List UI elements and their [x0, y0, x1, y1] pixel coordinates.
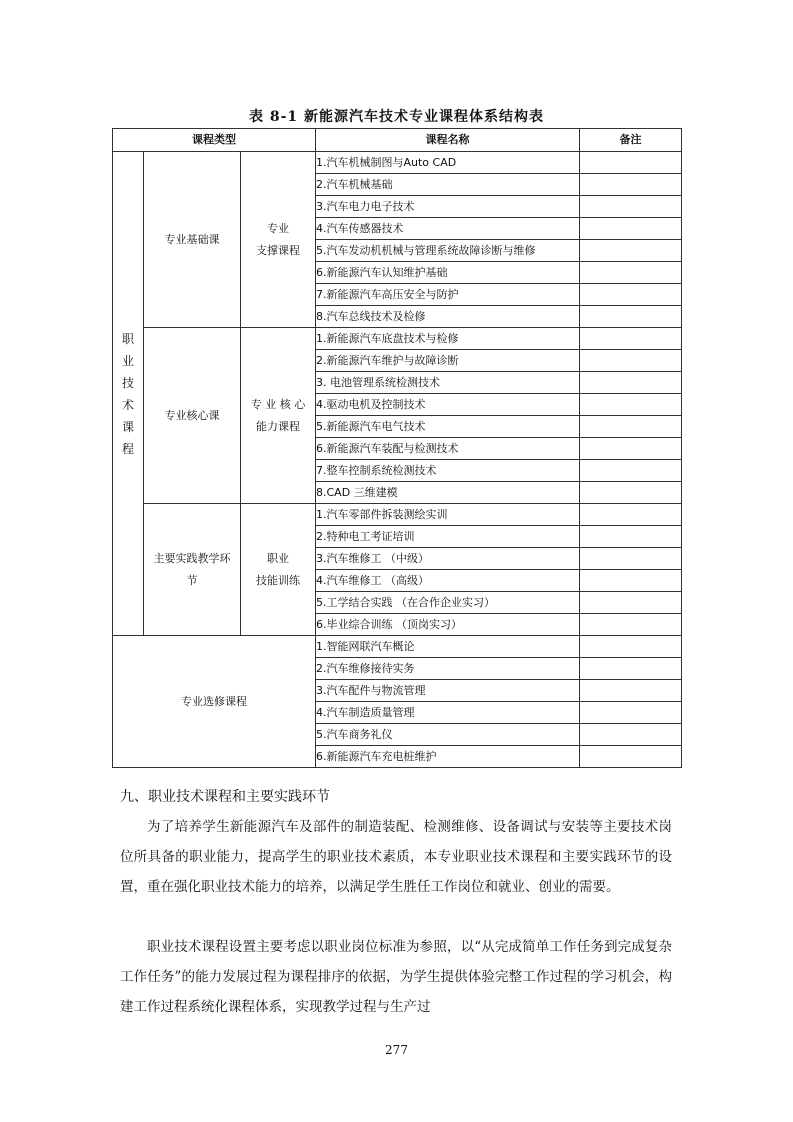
- sub-label-line: 专 业 核 心: [250, 397, 306, 411]
- sub-label-line: 专业: [267, 221, 289, 235]
- note-cell: [580, 702, 682, 724]
- course-name: 6.新能源汽车认知维护基础: [316, 262, 580, 284]
- note-cell: [580, 306, 682, 328]
- note-cell: [580, 482, 682, 504]
- course-name: 4.汽车制造质量管理: [316, 702, 580, 724]
- course-name: 7.新能源汽车高压安全与防护: [316, 284, 580, 306]
- course-name: 2.汽车维修接待实务: [316, 658, 580, 680]
- note-cell: [580, 240, 682, 262]
- elective-label: 专业选修课程: [181, 694, 247, 708]
- course-name: 4.汽车维修工 （高级）: [316, 570, 580, 592]
- header-course-type: 课程类型: [113, 129, 316, 152]
- course-name: 3.汽车配件与物流管理: [316, 680, 580, 702]
- sub-label-cell: [241, 504, 316, 636]
- note-cell: [580, 416, 682, 438]
- course-name: 3.汽车电力电子技术: [316, 196, 580, 218]
- note-cell: [580, 724, 682, 746]
- group-label: 专业核心课: [164, 408, 220, 422]
- note-cell: [580, 592, 682, 614]
- note-cell: [580, 658, 682, 680]
- course-name: 2.特种电工考证培训: [316, 526, 580, 548]
- course-name: 4.汽车传感器技术: [316, 218, 580, 240]
- note-cell: [580, 196, 682, 218]
- group-label-cell: [144, 504, 241, 636]
- curriculum-table: [112, 128, 682, 768]
- header-course-name: 课程名称: [316, 129, 580, 152]
- group-label-line: 节: [186, 573, 198, 587]
- note-cell: [580, 746, 682, 768]
- note-cell: [580, 614, 682, 636]
- sub-label-cell: [241, 328, 316, 504]
- note-cell: [580, 680, 682, 702]
- course-name: 8.CAD 三维建模: [316, 482, 580, 504]
- table-row: [113, 636, 682, 658]
- note-cell: [580, 328, 682, 350]
- sub-label-cell: [241, 152, 316, 328]
- sub-label-line: 支撑课程: [256, 243, 300, 257]
- course-name: 1.智能网联汽车概论: [316, 636, 580, 658]
- course-name: 1.汽车机械制图与Auto CAD: [316, 152, 580, 174]
- note-cell: [580, 460, 682, 482]
- course-name: 5.汽车发动机机械与管理系统故障诊断与维修: [316, 240, 580, 262]
- note-cell: [580, 174, 682, 196]
- section-heading: 九、职业技术课程和主要实践环节: [120, 789, 330, 805]
- course-name: 8.汽车总线技术及检修: [316, 306, 580, 328]
- course-name: 6.新能源汽车装配与检测技术: [316, 438, 580, 460]
- course-name: 5.工学结合实践 （在合作企业实习）: [316, 592, 580, 614]
- note-cell: [580, 548, 682, 570]
- course-name: 2.新能源汽车维护与故障诊断: [316, 350, 580, 372]
- note-cell: [580, 262, 682, 284]
- note-cell: [580, 218, 682, 240]
- table-caption: 表 8-1 新能源汽车技术专业课程体系结构表: [248, 109, 545, 125]
- course-name: 5.汽车商务礼仪: [316, 724, 580, 746]
- course-name: 6.毕业综合训练 （顶岗实习）: [316, 614, 580, 636]
- body-paragraph: 为了培养学生新能源汽车及部件的制造装配、检测维修、设备调试与安装等主要技术岗位所具备的职业能力，提高学生的职业技术素质，本专业职业技术课程和主要实践环节的设置，重在强化职业技术能力的培养，以满足学生胜任工作岗位和就业、创业的需要。: [120, 819, 672, 895]
- note-cell: [580, 504, 682, 526]
- note-cell: [580, 526, 682, 548]
- course-name: 3.汽车维修工 （中级）: [316, 548, 580, 570]
- course-name: 3. 电池管理系统检测技术: [316, 372, 580, 394]
- note-cell: [580, 394, 682, 416]
- group-label-cell: [144, 152, 241, 328]
- course-name: 2.汽车机械基础: [316, 174, 580, 196]
- table-row: [113, 504, 682, 526]
- sub-label-line: 能力课程: [256, 419, 300, 433]
- top-category-cell: [113, 152, 144, 636]
- table-row: [113, 152, 682, 174]
- course-name: 1.汽车零部件拆装测绘实训: [316, 504, 580, 526]
- group-label-cell: [144, 328, 241, 504]
- note-cell: [580, 438, 682, 460]
- group-label-line: 主要实践教学环: [153, 551, 231, 565]
- note-cell: [580, 284, 682, 306]
- course-name: 7.整车控制系统检测技术: [316, 460, 580, 482]
- table-header-row: [113, 129, 682, 152]
- elective-label-cell: [113, 636, 316, 768]
- header-note: 备注: [580, 129, 682, 152]
- page-number: 277: [385, 1043, 408, 1057]
- note-cell: [580, 152, 682, 174]
- sub-label-line: 技能训练: [256, 573, 300, 587]
- note-cell: [580, 350, 682, 372]
- note-cell: [580, 372, 682, 394]
- group-label: 专业基础课: [164, 232, 220, 246]
- note-cell: [580, 570, 682, 592]
- course-name: 1.新能源汽车底盘技术与检修: [316, 328, 580, 350]
- table-row: [113, 328, 682, 350]
- course-name: 4.驱动电机及控制技术: [316, 394, 580, 416]
- note-cell: [580, 636, 682, 658]
- top-category-label: 职业技术课程: [121, 331, 134, 456]
- course-name: 6.新能源汽车充电桩维护: [316, 746, 580, 768]
- body-paragraph: 职业技术课程设置主要考虑以职业岗位标准为参照，以“从完成简单工作任务到完成复杂工作任务”的能力发展过程为课程排序的依据，为学生提供体验完整工作过程的学习机会，构建工作过程系统化课程体系，实现教学过程与生产过: [120, 939, 672, 1015]
- sub-label-line: 职业: [267, 551, 289, 565]
- course-name: 5.新能源汽车电气技术: [316, 416, 580, 438]
